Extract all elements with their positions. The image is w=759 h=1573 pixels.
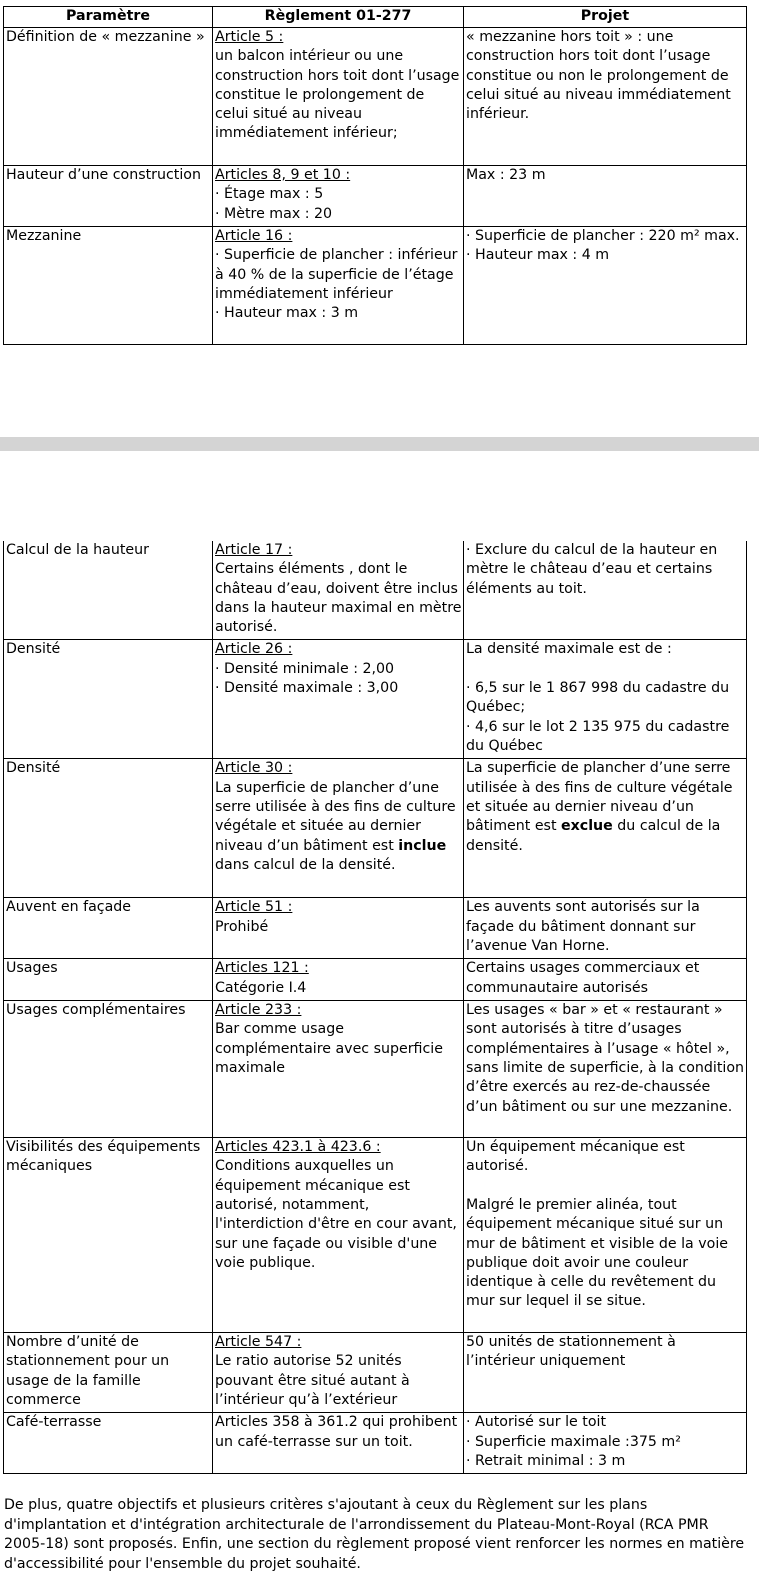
projet-cell: Max : 23 m <box>464 166 747 227</box>
article-ref: Article 547 : <box>215 1334 302 1351</box>
table-row <box>4 1413 747 1474</box>
table-row <box>4 640 747 759</box>
header-projet: Projet <box>464 7 747 28</box>
reglement-cell: Article 233 : Bar comme usage complémentaire avec superficie maximale <box>213 1001 464 1138</box>
article-ref: Articles 121 : <box>215 960 309 977</box>
table-row <box>4 959 747 1001</box>
regulation-table-part-2 <box>3 541 747 1474</box>
table-row <box>4 1001 747 1138</box>
table-row <box>4 541 747 640</box>
param-cell: Densité <box>4 759 213 898</box>
article-ref: Article 30 : <box>215 760 293 777</box>
projet-cell: La superficie de plancher d’une serre utilisée à des fins de culture végétale et située au dernier niveau d’un bâtiment est exclue du calcul de la densité. <box>464 759 747 898</box>
article-ref: Article 51 : <box>215 899 293 916</box>
param-cell: Hauteur d’une construction <box>4 166 213 227</box>
projet-cell: La densité maximale est de : · 6,5 sur le 1 867 998 du cadastre du Québec; · 4,6 sur le lot 2 135 975 du cadastre du Québec <box>464 640 747 759</box>
projet-cell: Certains usages commerciaux et communautaire autorisés <box>464 959 747 1001</box>
projet-cell: 50 unités de stationnement à l’intérieur uniquement <box>464 1333 747 1413</box>
projet-cell: « mezzanine hors toit » : une construction hors toit dont l’usage constitue ou non le prolongement de celui situé au niveau immédiatement inférieur. <box>464 28 747 166</box>
param-cell: Usages complémentaires <box>4 1001 213 1138</box>
projet-cell: · Autorisé sur le toit · Superficie maximale :375 m² · Retrait minimal : 3 m <box>464 1413 747 1474</box>
closing-paragraph: De plus, quatre objectifs et plusieurs critères s'ajoutant à ceux du Règlement sur les plans d'implantation et d'intégration architecturale de l'arrondissement du Plateau-Mont-Royal (RCA PMR 2005-18) sont proposés. Enfin, une section du règlement proposé vient renforcer les normes en matière d'accessibilité pour l'ensemble du projet souhaité. <box>4 1497 745 1572</box>
reglement-cell: Article 16 : · Superficie de plancher : inférieur à 40 % de la superficie de l’étage immédiatement inférieur · Hauteur max : 3 m <box>213 227 464 345</box>
table-row <box>4 759 747 898</box>
table-header-row <box>4 7 747 28</box>
header-parametre: Paramètre <box>4 7 213 28</box>
article-ref: Article 16 : <box>215 228 293 244</box>
table-row <box>4 898 747 959</box>
emphasis-inclue: inclue <box>398 837 447 854</box>
article-ref: Article 233 : <box>215 1002 302 1019</box>
projet-cell: · Superficie de plancher : 220 m² max. · Hauteur max : 4 m <box>464 227 747 345</box>
param-cell: Calcul de la hauteur <box>4 541 213 640</box>
article-ref: Articles 8, 9 et 10 : <box>215 167 351 183</box>
param-cell: Café-terrasse <box>4 1413 213 1474</box>
reglement-cell: Articles 423.1 à 423.6 : Conditions auxquelles un équipement mécanique est autorisé, notamment, l'interdiction d'être en cour avant, sur une façade ou visible d'une voie publique. <box>213 1138 464 1333</box>
param-cell: Visibilités des équipements mécaniques <box>4 1138 213 1333</box>
reglement-cell: Article 547 : Le ratio autorise 52 unités pouvant être situé autant à l’intérieur qu’à l’extérieur <box>213 1333 464 1413</box>
reglement-cell: Article 26 : · Densité minimale : 2,00 · Densité maximale : 3,00 <box>213 640 464 759</box>
reglement-cell: Article 5 : un balcon intérieur ou une construction hors toit dont l’usage constitue le prolongement de celui situé au niveau immédiatement inférieur; <box>213 28 464 166</box>
projet-cell: Les usages « bar » et « restaurant » sont autorisés à titre d’usages complémentaires à l’usage « hôtel », sans limite de superficie, à la condition d’être exercés au rez-de-chaussée d’un bâtiment ou sur une mezzanine. <box>464 1001 747 1138</box>
projet-cell: · Exclure du calcul de la hauteur en mètre le château d’eau et certains éléments au toit. <box>464 541 747 640</box>
header-reglement: Règlement 01-277 <box>213 7 464 28</box>
table-row <box>4 1333 747 1413</box>
reglement-cell: Article 17 : Certains éléments , dont le château d’eau, doivent être inclus dans la hauteur maximal en mètre autorisé. <box>213 541 464 640</box>
reglement-cell: Articles 121 : Catégorie I.4 <box>213 959 464 1001</box>
param-cell: Nombre d’unité de stationnement pour un usage de la famille commerce <box>4 1333 213 1413</box>
reglement-cell: Article 51 : Prohibé <box>213 898 464 959</box>
reglement-cell: Article 30 : La superficie de plancher d’une serre utilisée à des fins de culture végétale et située au dernier niveau d’un bâtiment est inclue dans calcul de la densité. <box>213 759 464 898</box>
table-row <box>4 1138 747 1333</box>
param-cell: Définition de « mezzanine » <box>4 28 213 166</box>
article-ref: Article 17 : <box>215 542 293 558</box>
table-row <box>4 166 747 227</box>
reglement-cell: Articles 8, 9 et 10 : · Étage max : 5 · Mètre max : 20 <box>213 166 464 227</box>
article-ref: Articles 423.1 à 423.6 : <box>215 1139 381 1156</box>
article-ref: Article 5 : <box>215 29 284 45</box>
projet-cell: Un équipement mécanique est autorisé. Malgré le premier alinéa, tout équipement mécanique situé sur un mur de bâtiment et visible de la voie publique doit avoir une couleur identique à celle du revêtement du mur sur lequel il se situe. <box>464 1138 747 1333</box>
regulation-table-part-1 <box>3 6 747 345</box>
param-cell: Mezzanine <box>4 227 213 345</box>
reglement-cell: Articles 358 à 361.2 qui prohibent un café-terrasse sur un toit. <box>213 1413 464 1474</box>
param-cell: Auvent en façade <box>4 898 213 959</box>
emphasis-exclue: exclue <box>561 818 613 835</box>
projet-cell: Les auvents sont autorisés sur la façade du bâtiment donnant sur l’avenue Van Horne. <box>464 898 747 959</box>
param-cell: Usages <box>4 959 213 1001</box>
page-separator <box>0 437 759 451</box>
param-cell: Densité <box>4 640 213 759</box>
article-ref: Article 26 : <box>215 641 293 658</box>
table-row <box>4 28 747 166</box>
table-row <box>4 227 747 345</box>
